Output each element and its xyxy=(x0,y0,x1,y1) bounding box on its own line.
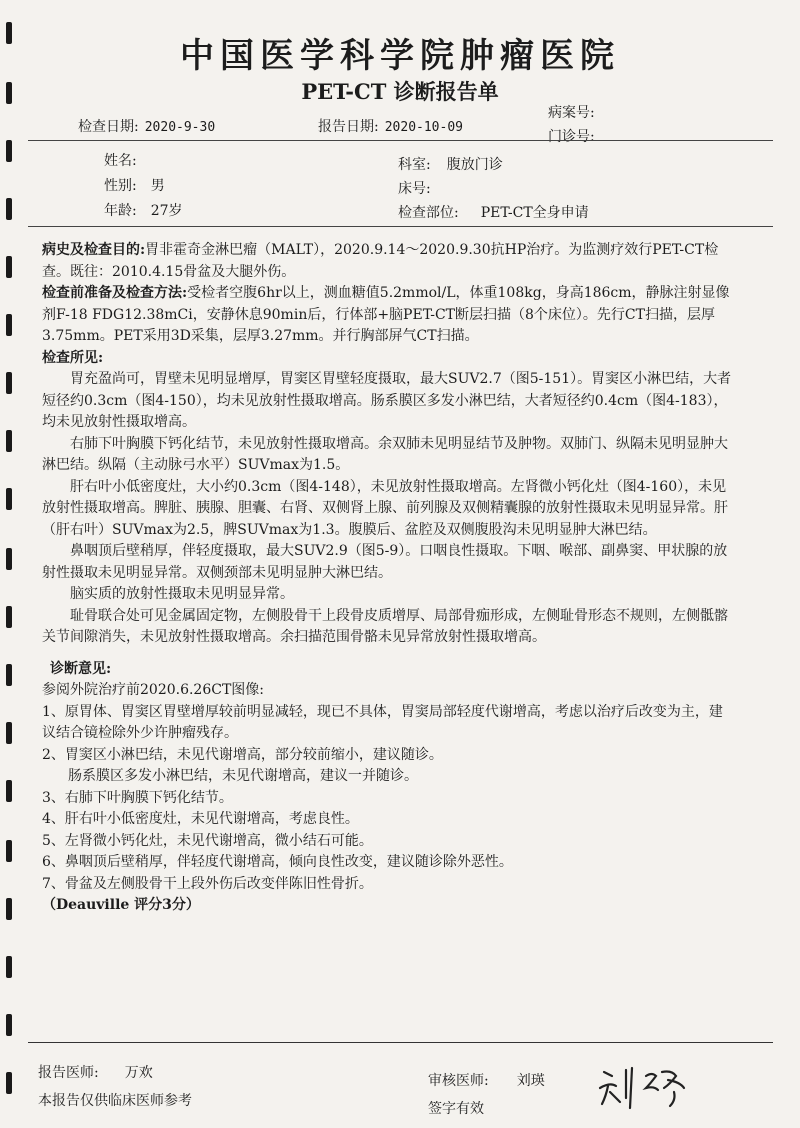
binder-hole xyxy=(6,140,12,162)
reviewer: 审核医师: 刘瑛 xyxy=(428,1073,545,1089)
disclaimer: 本报告仅供临床医师参考 xyxy=(38,1093,192,1109)
patient-name: 姓名: xyxy=(104,153,137,169)
binder-hole xyxy=(6,606,12,628)
diagnosis-item: 5、左肾微小钙化灶，未见代谢增高，微小结石可能。 xyxy=(42,832,373,849)
diagnosis-intro: 参阅外院治疗前2020.6.26CT图像: xyxy=(42,682,265,698)
report-doctor: 报告医师: 万欢 xyxy=(38,1065,153,1081)
diagnosis-item: 肠系膜区多发小淋巴结，未见代谢增高，建议一并随诊。 xyxy=(68,768,418,784)
bed-no: 床号: xyxy=(398,181,431,197)
handwritten-signature xyxy=(590,1062,700,1112)
binder-hole xyxy=(6,664,12,686)
signature-valid: 签字有效 xyxy=(428,1101,484,1117)
binder-hole xyxy=(6,1072,12,1094)
binder-hole xyxy=(6,488,12,510)
binder-hole xyxy=(6,1014,12,1036)
diagnosis-heading: 诊断意见: xyxy=(50,660,112,677)
binder-hole xyxy=(6,722,12,744)
diagnosis-item: 3、右肺下叶胸膜下钙化结节。 xyxy=(42,789,233,806)
binder-hole xyxy=(6,548,12,570)
binder-hole xyxy=(6,430,12,452)
patient-sex: 性别: 男 xyxy=(104,178,165,194)
exam-date-value: 2020-9-30 xyxy=(144,120,216,135)
findings-heading: 检查所见: xyxy=(42,349,104,366)
deauville-score: （Deauville 评分3分） xyxy=(42,897,200,913)
report-title: PET-CT 诊断报告单 xyxy=(301,79,499,104)
findings-section xyxy=(42,369,732,649)
report-body xyxy=(42,240,732,917)
diagnosis-item: 1、原胃体、胃窦区胃壁增厚较前明显减轻，现已不具体，胃窦局部轻度代谢增高，考虑以治疗后改变为主，建议结合镜检除外少许肿瘤残存。 xyxy=(42,703,723,741)
header-divider xyxy=(28,140,773,141)
patient-divider xyxy=(28,226,773,227)
hospital-name: 中国医学科学院肿瘤医院 xyxy=(180,36,620,76)
binder-hole xyxy=(6,898,12,920)
prep-section: 检查前准备及检查方法:受检者空腹6hr以上，测血糖值5.2mmol/L，体重108kg，身高186cm，静脉注射显像剂F-18 FDG12.38mCi，安静休息90min后，行体部+脑PET-CT断层扫描（8个床位）。先行CT扫描，层厚3.75mm。PET采用3D采集，层厚3.27mm。并行胸部屏气CT扫描。 xyxy=(42,285,730,344)
patient-age: 年龄: 27岁 xyxy=(104,203,183,219)
binder-hole xyxy=(6,256,12,278)
binder-holes xyxy=(6,0,16,1128)
clinic-no: 门诊号: xyxy=(548,129,595,145)
diagnosis-item: 6、鼻咽顶后壁稍厚，伴轻度代谢增高，倾向良性改变，建议随诊除外恶性。 xyxy=(42,854,513,870)
history-section: 病史及检查目的:胃非霍奇金淋巴瘤（MALT），2020.9.14～2020.9.30抗HP治疗。为监测疗效行PET-CT检查。既往：2010.4.15骨盆及大腿外伤。 xyxy=(42,242,719,280)
exam-date: 检查日期: 2020-9-30 xyxy=(78,119,216,135)
case-no: 病案号: xyxy=(548,105,595,121)
binder-hole xyxy=(6,198,12,220)
footer-divider xyxy=(28,1042,773,1043)
findings-paragraph: 胃充盈尚可，胃壁未见明显增厚，胃窦区胃壁轻度摄取，最大SUV2.7（图5-151）。胃窦区小淋巴结，大者短径约0.3cm（图4-150），均未见放射性摄取增高。肠系膜区多发小淋巴结，大者短径约0.4cm（图4-183），均未见放射性摄取增高。 xyxy=(42,371,732,430)
findings-paragraph: 鼻咽顶后壁稍厚，伴轻度摄取，最大SUV2.9（图5-9）。口咽良性摄取。下咽、喉部、副鼻窦、甲状腺的放射性摄取未见明显异常。双侧颈部未见明显肿大淋巴结。 xyxy=(42,543,728,581)
report-date: 报告日期: 2020-10-09 xyxy=(318,119,463,135)
diagnosis-item: 2、胃窦区小淋巴结，未见代谢增高，部分较前缩小，建议随诊。 xyxy=(42,746,443,763)
binder-hole xyxy=(6,956,12,978)
findings-paragraph: 脑实质的放射性摄取未见明显异常。 xyxy=(70,586,294,602)
diagnosis-item: 7、骨盆及左侧股骨干上段外伤后改变伴陈旧性骨折。 xyxy=(42,875,373,892)
findings-paragraph: 肝右叶小低密度灶，大小约0.3cm（图4-148），未见放射性摄取增高。左肾微小钙化灶（图4-160），未见放射性摄取增高。脾脏、胰腺、胆囊、右肾、双侧肾上腺、前列腺及双侧精囊腺的放射性摄取未见明显异常。肝（肝右叶）SUVmax为2.5，脾SUVmax为1.3。腹膜后、盆腔及双侧腹股沟未见明显肿大淋巴结。 xyxy=(42,478,728,538)
findings-paragraph: 右肺下叶胸膜下钙化结节，未见放射性摄取增高。余双肺未见明显结节及肿物。双肺门、纵隔未见明显肿大淋巴结。纵隔（主动脉弓水平）SUVmax为1.5。 xyxy=(42,435,728,473)
exam-site: 检查部位: PET-CT全身申请 xyxy=(398,205,589,221)
binder-hole xyxy=(6,840,12,862)
department: 科室: 腹放门诊 xyxy=(398,157,503,173)
diagnosis-section xyxy=(42,680,732,917)
report-date-value: 2020-10-09 xyxy=(384,120,463,135)
diagnosis-item: 4、肝右叶小低密度灶，未见代谢增高，考虑良性。 xyxy=(42,811,359,827)
binder-hole xyxy=(6,780,12,802)
findings-paragraph: 耻骨联合处可见金属固定物，左侧股骨干上段骨皮质增厚、局部骨痂形成，左侧耻骨形态不规则，左侧骶髂关节间隙消失，未见放射性摄取增高。余扫描范围骨骼未见异常放射性摄取增高。 xyxy=(42,607,728,645)
binder-hole xyxy=(6,314,12,336)
binder-hole xyxy=(6,372,12,394)
